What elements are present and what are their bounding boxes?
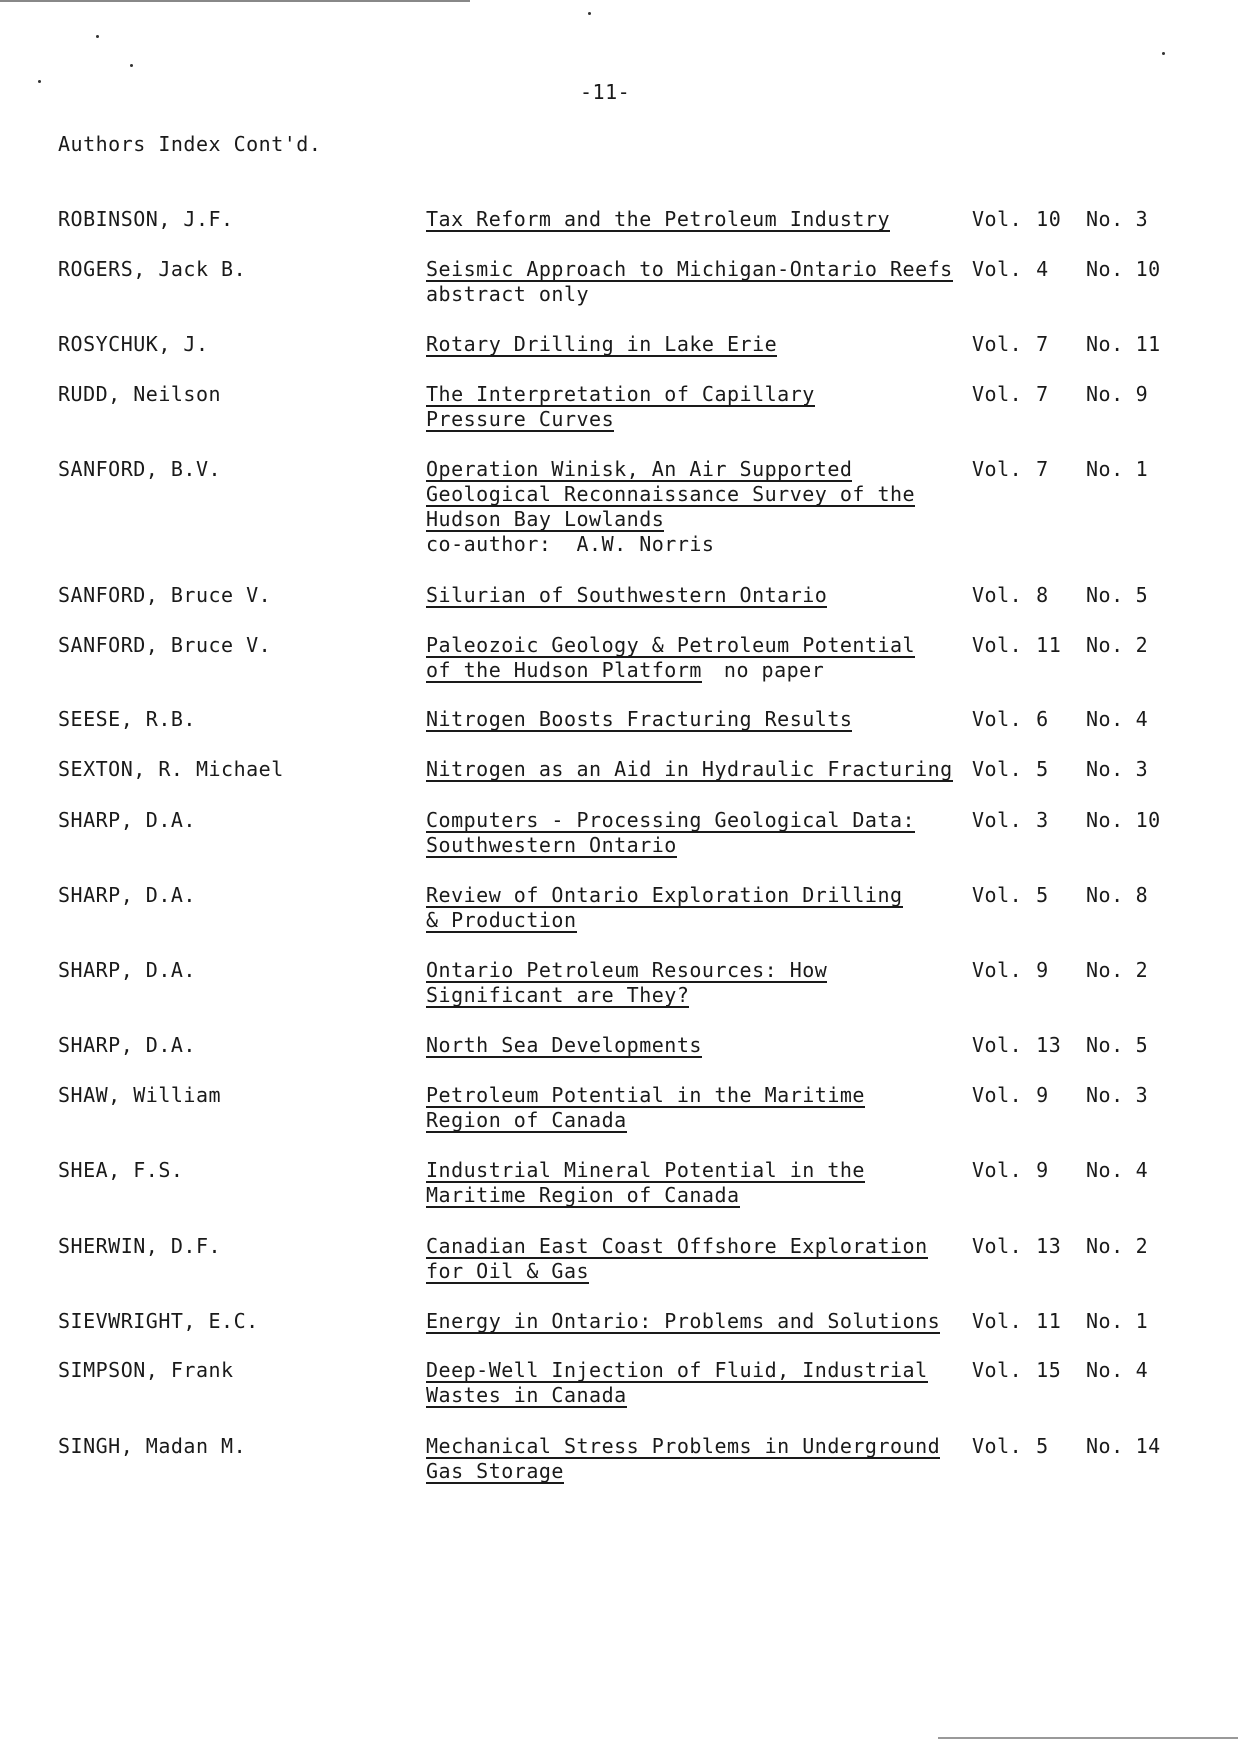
entry-author: SHERWIN, D.F. — [58, 1234, 222, 1258]
entry-title — [426, 457, 976, 557]
issue-number: 1 — [1135, 1309, 1149, 1333]
volume-label: Vol. — [972, 207, 1023, 231]
issue-label: No. — [1086, 883, 1124, 907]
entry-title-line: Canadian East Coast Offshore Exploration — [426, 1234, 928, 1258]
entry-title-line: Petroleum Potential in the Maritime — [426, 1083, 865, 1107]
entry-volume — [972, 382, 1049, 406]
entry-issue — [1086, 883, 1148, 907]
issue-label: No. — [1086, 332, 1124, 356]
entry-title-line: Industrial Mineral Potential in the — [426, 1158, 865, 1182]
volume-label: Vol. — [972, 1033, 1023, 1057]
issue-label: No. — [1086, 958, 1124, 982]
volume-label: Vol. — [972, 257, 1023, 281]
entry-author: SANFORD, Bruce V. — [58, 583, 272, 607]
issue-label: No. — [1086, 1033, 1124, 1057]
scan-speck — [588, 12, 591, 15]
entry-title-line: Paleozoic Geology & Petroleum Potential — [426, 633, 916, 657]
issue-label: No. — [1086, 757, 1124, 781]
volume-number: 3 — [1036, 808, 1049, 832]
entry-title — [426, 583, 976, 608]
volume-number: 13 — [1036, 1234, 1062, 1258]
volume-label: Vol. — [972, 707, 1023, 731]
entry-issue — [1086, 332, 1161, 356]
volume-number: 4 — [1036, 257, 1049, 281]
volume-label: Vol. — [972, 757, 1023, 781]
volume-number: 7 — [1036, 457, 1049, 481]
issue-label: No. — [1086, 1234, 1124, 1258]
entry-title — [426, 707, 976, 732]
entry-title-line: Southwestern Ontario — [426, 833, 677, 857]
entry-issue — [1086, 808, 1161, 832]
volume-label: Vol. — [972, 583, 1023, 607]
issue-number: 4 — [1135, 1358, 1149, 1382]
entry-title — [426, 382, 976, 432]
entry-title — [426, 332, 976, 357]
entry-author: RUDD, Neilson — [58, 382, 222, 406]
entry-author: SANFORD, B.V. — [58, 457, 222, 481]
volume-number: 5 — [1036, 757, 1049, 781]
entry-author: SANFORD, Bruce V. — [58, 633, 272, 657]
entry-issue — [1086, 757, 1148, 781]
issue-number: 5 — [1135, 1033, 1149, 1057]
entry-author: ROBINSON, J.F. — [58, 207, 234, 231]
issue-number: 3 — [1135, 207, 1149, 231]
entry-title-line: Operation Winisk, An Air Supported — [426, 457, 853, 481]
entry-volume — [972, 1158, 1049, 1182]
entry-author: SINGH, Madan M. — [58, 1434, 247, 1458]
issue-number: 5 — [1135, 583, 1149, 607]
issue-label: No. — [1086, 1434, 1124, 1458]
entry-title-line: Geological Reconnaissance Survey of the — [426, 482, 916, 506]
page-number: -11- — [580, 80, 631, 104]
scan-speck — [96, 35, 99, 38]
issue-number: 11 — [1135, 332, 1161, 356]
entry-title-line: Hudson Bay Lowlands — [426, 507, 665, 531]
entry-note: abstract only — [426, 282, 590, 306]
entry-issue — [1086, 707, 1148, 731]
volume-label: Vol. — [972, 1358, 1023, 1382]
entry-issue — [1086, 583, 1148, 607]
entry-author: ROGERS, Jack B. — [58, 257, 247, 281]
volume-label: Vol. — [972, 883, 1023, 907]
issue-label: No. — [1086, 583, 1124, 607]
entry-title-line: Computers - Processing Geological Data: — [426, 808, 916, 832]
entry-title-line: Ontario Petroleum Resources: How — [426, 958, 828, 982]
entry-issue — [1086, 1309, 1148, 1333]
issue-label: No. — [1086, 457, 1124, 481]
issue-number: 2 — [1135, 1234, 1149, 1258]
scan-speck — [1162, 52, 1165, 55]
volume-number: 9 — [1036, 1083, 1049, 1107]
entry-author: SHARP, D.A. — [58, 1033, 196, 1057]
entry-issue — [1086, 1234, 1148, 1258]
volume-number: 15 — [1036, 1358, 1062, 1382]
entry-title — [426, 633, 976, 683]
entry-issue — [1086, 1434, 1161, 1458]
issue-label: No. — [1086, 1083, 1124, 1107]
volume-label: Vol. — [972, 808, 1023, 832]
entry-title — [426, 1234, 976, 1284]
entry-title-line: for Oil & Gas — [426, 1259, 590, 1283]
entry-issue — [1086, 1158, 1148, 1182]
entry-issue — [1086, 1033, 1148, 1057]
scan-speck — [130, 64, 133, 67]
entry-title-line: & Production — [426, 908, 577, 932]
volume-number: 6 — [1036, 707, 1049, 731]
entry-title — [426, 1358, 976, 1408]
entry-volume — [972, 808, 1049, 832]
entry-issue — [1086, 457, 1148, 481]
issue-number: 9 — [1135, 382, 1149, 406]
entry-volume — [972, 1358, 1061, 1382]
entry-volume — [972, 958, 1049, 982]
entry-title — [426, 1309, 976, 1334]
entry-title — [426, 207, 976, 232]
volume-number: 5 — [1036, 883, 1049, 907]
issue-label: No. — [1086, 1358, 1124, 1382]
entry-title-line: North Sea Developments — [426, 1033, 702, 1057]
entry-issue — [1086, 257, 1161, 281]
entry-title-line: Silurian of Southwestern Ontario — [426, 583, 828, 607]
entry-issue — [1086, 633, 1148, 657]
entry-title-line: Maritime Region of Canada — [426, 1183, 740, 1207]
entry-author: SEXTON, R. Michael — [58, 757, 284, 781]
entry-issue — [1086, 958, 1148, 982]
volume-number: 7 — [1036, 332, 1049, 356]
volume-number: 10 — [1036, 207, 1062, 231]
issue-label: No. — [1086, 257, 1124, 281]
entry-title — [426, 1033, 976, 1058]
entry-author: SIEVWRIGHT, E.C. — [58, 1309, 259, 1333]
volume-label: Vol. — [972, 1309, 1023, 1333]
issue-number: 2 — [1135, 958, 1149, 982]
entry-issue — [1086, 382, 1148, 406]
entry-author: SHARP, D.A. — [58, 808, 196, 832]
volume-label: Vol. — [972, 1434, 1023, 1458]
entry-volume — [972, 332, 1049, 356]
volume-label: Vol. — [972, 1234, 1023, 1258]
issue-label: No. — [1086, 808, 1124, 832]
entry-title-line: Seismic Approach to Michigan-Ontario Reefs — [426, 257, 953, 281]
volume-label: Vol. — [972, 633, 1023, 657]
entry-title-line: Review of Ontario Exploration Drilling — [426, 883, 903, 907]
entry-title — [426, 1158, 976, 1208]
entry-title-line: Nitrogen Boosts Fracturing Results — [426, 707, 853, 731]
entry-title-line: Rotary Drilling in Lake Erie — [426, 332, 778, 356]
volume-label: Vol. — [972, 1083, 1023, 1107]
entry-title — [426, 1083, 976, 1133]
entry-title-line: Tax Reform and the Petroleum Industry — [426, 207, 891, 231]
issue-label: No. — [1086, 1309, 1124, 1333]
volume-number: 9 — [1036, 1158, 1049, 1182]
entry-volume — [972, 883, 1049, 907]
issue-label: No. — [1086, 1158, 1124, 1182]
scan-edge-bottom — [938, 1737, 1238, 1739]
scan-speck — [38, 80, 41, 83]
volume-number: 5 — [1036, 1434, 1049, 1458]
entry-title — [426, 958, 976, 1008]
entry-title-line: Nitrogen as an Aid in Hydraulic Fracturing — [426, 757, 953, 781]
page-heading: Authors Index Cont'd. — [58, 132, 322, 156]
volume-number: 11 — [1036, 1309, 1062, 1333]
volume-label: Vol. — [972, 457, 1023, 481]
entry-volume — [972, 257, 1049, 281]
entry-author: SHEA, F.S. — [58, 1158, 184, 1182]
entry-title — [426, 1434, 976, 1484]
volume-label: Vol. — [972, 382, 1023, 406]
entry-issue — [1086, 1083, 1148, 1107]
entry-title-line: Deep-Well Injection of Fluid, Industrial — [426, 1358, 928, 1382]
issue-number: 14 — [1135, 1434, 1161, 1458]
issue-number: 3 — [1135, 1083, 1149, 1107]
entry-volume — [972, 757, 1049, 781]
entry-inline-note: no paper — [723, 658, 825, 682]
issue-number: 3 — [1135, 757, 1149, 781]
entry-title-line: Gas Storage — [426, 1459, 564, 1483]
entry-title-line: Region of Canada — [426, 1108, 627, 1132]
entry-title — [426, 883, 976, 933]
issue-number: 4 — [1135, 707, 1149, 731]
issue-label: No. — [1086, 633, 1124, 657]
entry-author: SEESE, R.B. — [58, 707, 196, 731]
entry-volume — [972, 1309, 1061, 1333]
entry-volume — [972, 633, 1061, 657]
entry-issue — [1086, 207, 1148, 231]
entry-author: ROSYCHUK, J. — [58, 332, 209, 356]
entry-title-line: The Interpretation of Capillary — [426, 382, 815, 406]
entry-author: SHAW, William — [58, 1083, 222, 1107]
volume-label: Vol. — [972, 332, 1023, 356]
entry-title-line: Mechanical Stress Problems in Underground — [426, 1434, 941, 1458]
entry-author: SIMPSON, Frank — [58, 1358, 234, 1382]
entry-title-line: Significant are They? — [426, 983, 690, 1007]
volume-number: 8 — [1036, 583, 1049, 607]
entry-volume — [972, 1083, 1049, 1107]
entry-volume — [972, 1434, 1049, 1458]
entry-title — [426, 808, 976, 858]
volume-label: Vol. — [972, 1158, 1023, 1182]
entry-title-line: Wastes in Canada — [426, 1383, 627, 1407]
volume-number: 11 — [1036, 633, 1062, 657]
issue-label: No. — [1086, 707, 1124, 731]
issue-number: 2 — [1135, 633, 1149, 657]
volume-number: 9 — [1036, 958, 1049, 982]
scan-edge-top — [0, 0, 470, 2]
entry-title-line: Pressure Curves — [426, 407, 615, 431]
entry-title-line: Energy in Ontario: Problems and Solutions — [426, 1309, 941, 1333]
issue-number: 4 — [1135, 1158, 1149, 1182]
volume-label: Vol. — [972, 958, 1023, 982]
entry-volume — [972, 1033, 1061, 1057]
entry-title — [426, 757, 976, 782]
entry-volume — [972, 707, 1049, 731]
volume-number: 13 — [1036, 1033, 1062, 1057]
issue-label: No. — [1086, 382, 1124, 406]
entry-volume — [972, 583, 1049, 607]
entry-issue — [1086, 1358, 1148, 1382]
entry-volume — [972, 457, 1049, 481]
entry-title-line: of the Hudson Platform — [426, 658, 702, 682]
issue-number: 10 — [1135, 257, 1161, 281]
entry-volume — [972, 1234, 1061, 1258]
entry-author: SHARP, D.A. — [58, 958, 196, 982]
issue-number: 1 — [1135, 457, 1149, 481]
entry-author: SHARP, D.A. — [58, 883, 196, 907]
issue-number: 10 — [1135, 808, 1161, 832]
entry-note: co-author: A.W. Norris — [426, 532, 715, 556]
entry-title — [426, 257, 976, 307]
volume-number: 7 — [1036, 382, 1049, 406]
issue-label: No. — [1086, 207, 1124, 231]
issue-number: 8 — [1135, 883, 1149, 907]
entry-volume — [972, 207, 1061, 231]
